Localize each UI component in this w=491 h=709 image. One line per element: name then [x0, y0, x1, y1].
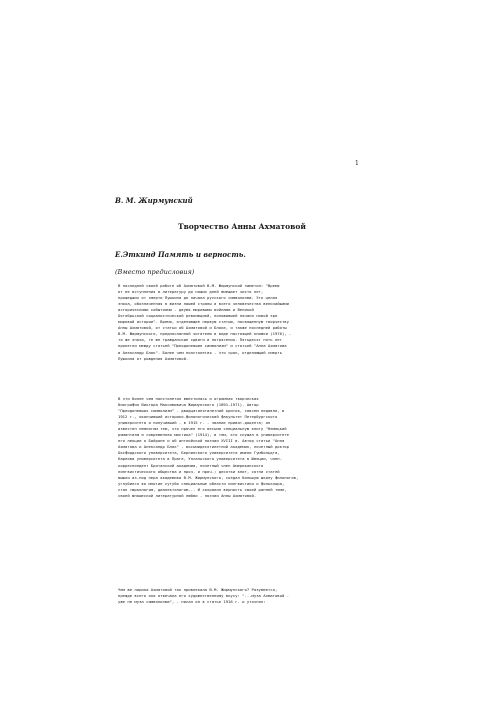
text-line: корреспондент Британской академии, почетный член Американского: [118, 462, 264, 468]
text-line: В эти более чем полстолетия вместилась и огромная творческая: [118, 396, 259, 401]
page-number: 1: [355, 160, 359, 167]
paragraph-2: [118, 396, 376, 499]
text-line: и Александр Блок". Более чем полстолетия - это срок, отделяющий смерть: [118, 349, 282, 355]
text-line: то же эпоха, те же гражданские сдвиги и потрясения. Пятьдесят пять лет: [118, 337, 282, 343]
text-line: "Преодолевших символизм" - двадцатипятилетний критик, совсем недавно, в: [118, 408, 285, 414]
text-line: углубился во многие сугубо специальные области лингвистики и фольклора,: [118, 480, 285, 486]
text-line: В последней своей работе об Ахматовой В.М. Жирмунский заметил: "Время: [118, 283, 280, 288]
text-line: прошедших от смерти Пушкина до начала русского символизма. Это целая: [118, 295, 278, 301]
text-line: В.М. Жирмунского, предпосланной читателю в виде настоящей книжки (1970), -: [118, 331, 292, 337]
text-line: известен немногим тем, что прочел его весьма специальную книгу "Немецкий: [118, 426, 287, 432]
text-line: историческими событиями - двумя мировыми войнами и Великой: [118, 307, 254, 313]
text-line: уже не муза символизма", - писал он в статье 1916 г. и уточнял:: [118, 599, 266, 605]
preface-heading: Е.Эткинд Память и верность.: [115, 250, 246, 259]
text-line: Оксфордского университета, Берлинского университета имени Гумбольдта,: [118, 450, 280, 456]
document-title: Творчество Анны Ахматовой: [178, 222, 306, 231]
text-line: стал тюркологом, диалектологом... И сохранил верность своей ранней теме,: [118, 486, 287, 492]
text-line: Чем же лирика Ахматовой так привлекала В.М. Жирмунского? Разумеется,: [118, 587, 278, 592]
text-line: эпоха, обозначенная в жизни нашей страны и всего человечества величайшими: [118, 301, 289, 307]
text-line: 1912 г., окончивший историко-филологический факультет Петербургского: [118, 414, 278, 420]
text-line: вышли из-под пера академика В.М. Жирмунского, создал большую школу филологов,: [118, 474, 299, 480]
text-line: пролегли между статьей "Преодолевшие символизм" и статьей "Анна Ахматова: [118, 343, 287, 349]
author-name: В. М. Жирмунский: [115, 196, 193, 205]
paragraph-3: [118, 587, 376, 605]
text-line: от ее вступления в литературу до наших дней вмещает чисто лет,: [118, 289, 264, 295]
text-line: своей юношеской литературной любви - поэзии Анны Ахматовой.: [118, 492, 257, 498]
text-line: Карлова университета в Праге, Упсальского университета в Швеции, член-: [118, 456, 282, 462]
text-line: Ахматова и Александр Блок" - восьмидесятилетний академик, почетный доктор: [118, 444, 289, 450]
text-line: Пушкина от рождения Ахматовой.: [118, 355, 189, 361]
paragraph-1: [118, 283, 376, 362]
text-line: его лекции о Байроне и об английской поэзии XVIII в. Автор статьи "Анна: [118, 438, 285, 444]
text-line: университета и получивший - в 1915 г. - звание приват-доцента; он: [118, 420, 271, 426]
text-line: Анны Ахматовой, от статьи об Ахматовой и Блоке, и также последней работы: [118, 325, 287, 331]
preface-note: (Вместо предисловия): [115, 268, 195, 276]
text-line: лингвистического общества и проч. и проч.; десятки книг, сотни статей: [118, 468, 280, 474]
text-line: романтизм и современная мистика" (1914), и тем, кто слушал в университете: [118, 432, 289, 438]
text-line: Октябрьской социалистической революцией, положившей начало новой эре: [118, 313, 278, 319]
text-line: прежде всего она отвечала его художественному вкусу: "...муза Ахматовой -: [118, 593, 289, 599]
text-line: биография Виктора Максимовича Жирмунского (1891-1971). Автор: [118, 402, 259, 408]
text-line: мировой истории". Время, отделяющее первую статью, посвященную творчеству: [118, 319, 289, 325]
